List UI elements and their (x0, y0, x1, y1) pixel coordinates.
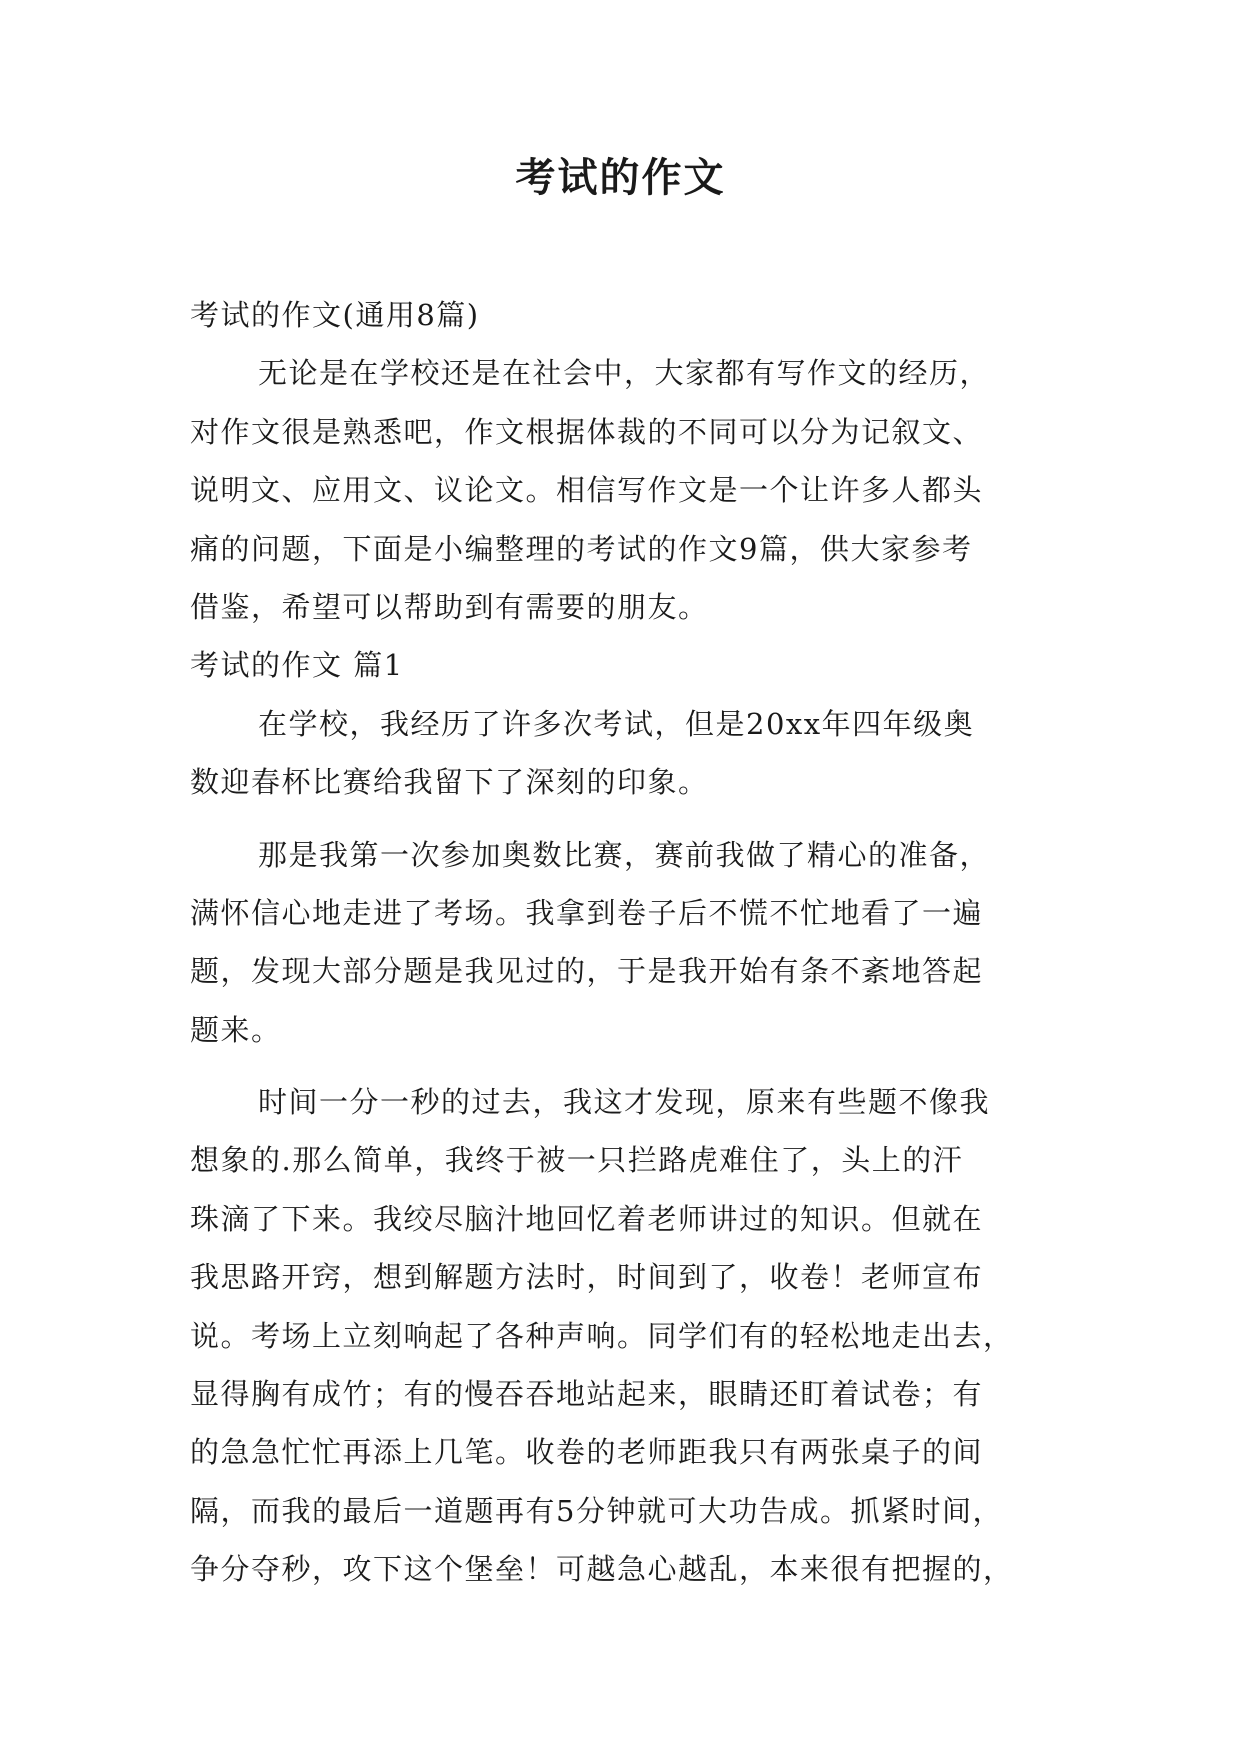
text-line: 在学校，我经历了许多次考试，但是20xx年四年级奥 (258, 706, 975, 741)
text-line: 我思路开窍，想到解题方法时，时间到了，收卷！老师宣布 (190, 1260, 984, 1295)
text-line: 时间一分一秒的过去，我这才发现，原来有些题不像我 (258, 1085, 991, 1120)
text-line: 题来。 (190, 1012, 282, 1047)
text-line: 想象的.那么简单，我终于被一只拦路虎难住了，头上的汗 (190, 1143, 964, 1178)
text-line: 考试的作文(通用8篇) (190, 298, 480, 332)
document-body (190, 286, 1052, 1599)
text-line: 满怀信心地走进了考场。我拿到卷子后不慌不忙地看了一遍 (190, 895, 984, 930)
text-line: 题，发现大部分题是我见过的，于是我开始有条不紊地答起 (190, 954, 984, 989)
text-line: 痛的问题，下面是小编整理的考试的作文9篇，供大家参考 (190, 531, 973, 566)
text-line: 显得胸有成竹；有的慢吞吞地站起来，眼睛还盯着试卷；有 (190, 1377, 984, 1412)
text-line: 的急急忙忙再添上几笔。收卷的老师距我只有两张桌子的间 (190, 1435, 984, 1470)
text-line: 对作文很是熟悉吧，作文根据体裁的不同可以分为记叙文、 (190, 414, 984, 449)
text-line: 珠滴了下来。我绞尽脑汁地回忆着老师讲过的知识。但就在 (190, 1201, 984, 1236)
text-line: 那是我第一次参加奥数比赛，赛前我做了精心的准备， (258, 837, 991, 872)
text-line: 隔，而我的最后一道题再有5分钟就可大功告成。抓紧时间， (190, 1493, 1003, 1528)
text-line: 争分夺秒，攻下这个堡垒！可越急心越乱，本来很有把握的， (190, 1552, 1014, 1587)
text-line: 说。考场上立刻响起了各种声响。同学们有的轻松地走出去， (190, 1318, 1014, 1353)
text-line: 数迎春杯比赛给我留下了深刻的印象。 (190, 765, 709, 800)
document-title: 考试的作文 (515, 155, 726, 201)
text-line: 借鉴，希望可以帮助到有需要的朋友。 (190, 589, 709, 624)
text-line: 说明文、应用文、议论文。相信写作文是一个让许多人都头 (190, 473, 984, 508)
text-line: 考试的作文 篇1 (190, 648, 404, 683)
text-line: 无论是在学校还是在社会中，大家都有写作文的经历， (258, 356, 991, 391)
